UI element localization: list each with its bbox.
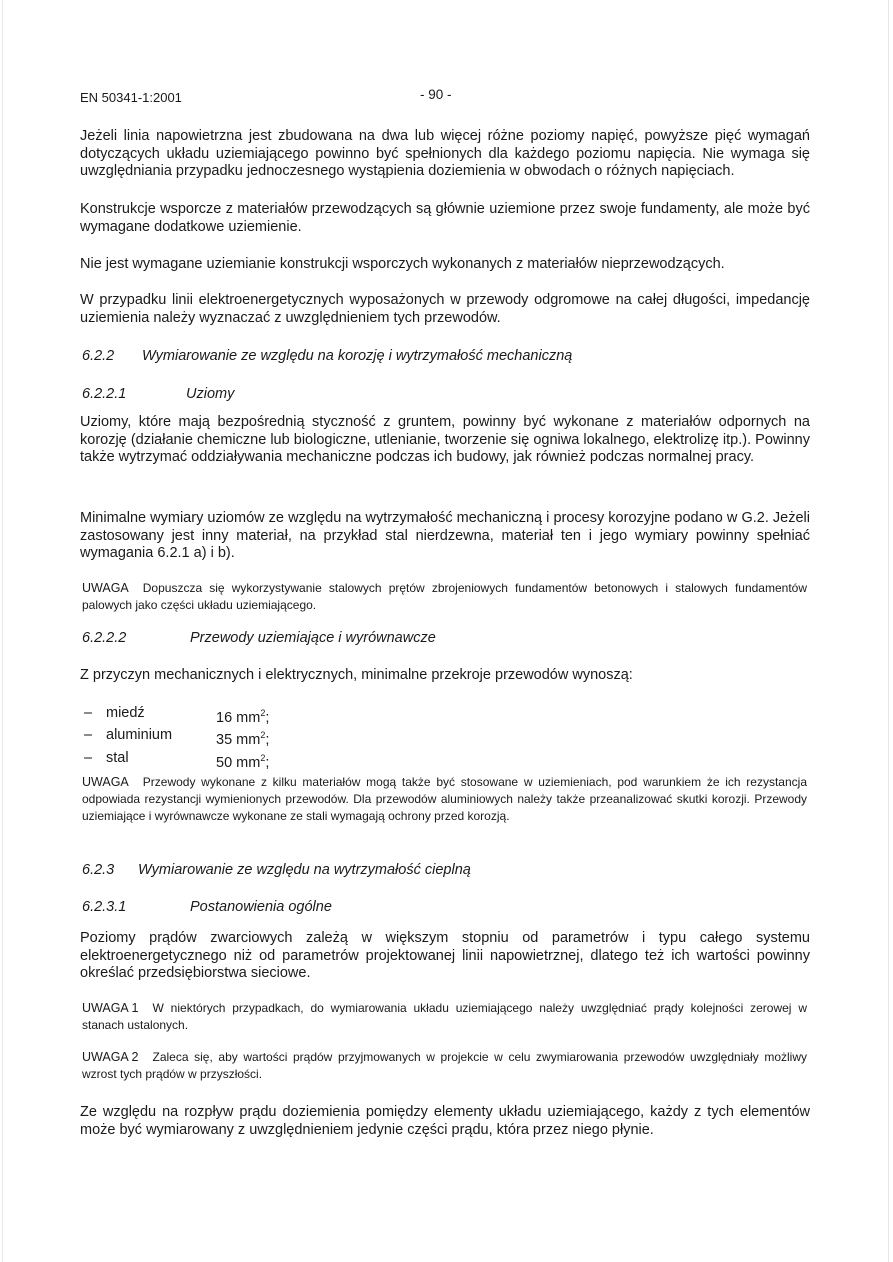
heading-title: Wymiarowanie ze względu na korozję i wytrzymałość mechaniczną <box>142 348 573 364</box>
note-future-growth <box>82 1049 807 1083</box>
heading-number: 6.2.2.2 <box>82 630 127 646</box>
note-text: Dopuszcza się wykorzystywanie stalowych prętów zbrojeniowych fundamentów betonowych i stalowych fundamentów palowych jako części układu uziemiającego. <box>82 581 807 612</box>
list-item: – stal 50 $mm^2$; <box>84 749 270 771</box>
heading-number: 6.2.3 <box>82 862 115 878</box>
heading-6-2-3-1 <box>82 899 332 915</box>
heading-6-2-2-2 <box>82 630 436 646</box>
material-value: 16 $mm^2$; <box>216 708 270 726</box>
material-value: 50 $mm^2$; <box>216 752 270 771</box>
note-rebar <box>82 580 807 614</box>
note-label: UWAGA <box>82 581 129 595</box>
note-text: Przewody wykonane z kilku materiałów mogą także być stosowane w uziemieniach, pod warunkiem że ich rezystancja odpowiada rezystancji wymienionych przewodów. Dla przewodów aluminiowych należy także przeanalizować skutki korozji. Przewody uziemiające i wyrównawcze wykonane ze stali wymagają ochrony przed korozją. <box>82 775 807 823</box>
heading-title: Przewody uziemiające i wyrównawcze <box>190 630 436 646</box>
paragraph-earth-wires: W przypadku linii elektroenergetycznych wyposażonych w przewody odgromowe na całej długości, impedancję uziemienia należy wyznaczać z uwzględnieniem tych przewodów. <box>80 292 810 326</box>
paragraph-supports-grounding: Konstrukcje wsporcze z materiałów przewodzących są głównie uziemione przez swoje fundamenty, ale może być wymagane dodatkowe uziemienie. <box>80 201 810 235</box>
note-label: UWAGA 2 <box>82 1050 139 1064</box>
material-name: aluminium <box>106 727 173 744</box>
heading-number: 6.2.2.1 <box>82 386 127 402</box>
heading-6-2-2-1 <box>82 386 234 402</box>
note-label: UWAGA 1 <box>82 1001 139 1015</box>
note-text: W niektórych przypadkach, do wymiarowania układu uziemiającego należy uwzględniać prądy kolejności zerowej w stanach ustalonych. <box>82 1001 807 1032</box>
heading-6-2-2 <box>82 348 572 364</box>
heading-number: 6.2.2 <box>82 348 115 364</box>
heading-title: Wymiarowanie ze względu na wytrzymałość cieplną <box>138 862 471 878</box>
paragraph-nonconductive: Nie jest wymagane uziemianie konstrukcji wsporczych wykonanych z materiałów nieprzewodzących. <box>80 256 725 272</box>
list-item: – aluminium 35 $mm^2$; <box>84 727 270 749</box>
paragraph-earth-electrodes: Uziomy, które mają bezpośrednią styczność z gruntem, powinny być wykonane z materiałów odpornych na korozję (działanie chemiczne lub biologiczne, utlenianie, tworzenie się ogniwa lokalnego, elektrolizę itp.). Powinny także wytrzymać oddziaływania mechaniczne podczas ich budowy, jak również podczas normalnej pracy. <box>80 414 810 465</box>
note-zero-sequence <box>82 1000 807 1034</box>
material-name: stal <box>106 749 129 766</box>
paragraph-minimum-dimensions: Minimalne wymiary uziomów ze względu na wytrzymałość mechaniczną i procesy korozyjne podano w G.2. Jeżeli zastosowany jest inny materiał, na przykład stal nierdzewna, materiał ten i jego wymiary powinny spełniać wymagania 6.2.1 a) i b). <box>80 510 810 561</box>
material-name: miedź <box>106 705 145 721</box>
heading-6-2-3 <box>82 862 471 878</box>
paragraph-min-cross-sections: Z przyczyn mechanicznych i elektrycznych, minimalne przekroje przewodów wynoszą: <box>80 667 633 683</box>
page-number: - 90 - <box>420 87 452 102</box>
materials-list <box>84 705 269 772</box>
list-item: – miedź 16 $mm^2$; <box>84 705 270 726</box>
paragraph-current-distribution: Ze względu na rozpływ prądu doziemienia pomiędzy elementy układu uziemiającego, każdy z tych elementów może być wymiarowany z uwzględnieniem jedynie części prądu, która przez niego płynie. <box>80 1104 810 1138</box>
heading-title: Postanowienia ogólne <box>190 899 332 915</box>
note-label: UWAGA <box>82 775 129 789</box>
paragraph-voltage-levels: Jeżeli linia napowietrzna jest zbudowana na dwa lub więcej różne poziomy napięć, powyższe pięć wymagań dotyczących układu uziemiającego powinno być spełnionych dla każdego poziomu napięcia. Nie wymaga się uwzględniania przypadku jednoczesnego wystąpienia doziemienia w obwodach o różnych napięciach. <box>80 128 810 179</box>
note-text: Zaleca się, aby wartości prądów przyjmowanych w projekcie w celu zwymiarowania przewodów uwzględniały możliwy wzrost tych prądów w przyszłości. <box>82 1050 807 1081</box>
paragraph-fault-currents: Poziomy prądów zwarciowych zależą w większym stopniu od parametrów i typu całego systemu elektroenergetycznego niż od parametrów projektowanej linii napowietrznej, dlatego też ich wartości powinny określać przedsiębiorstwa sieciowe. <box>80 930 810 981</box>
heading-title: Uziomy <box>186 386 235 402</box>
standard-number: EN 50341-1:2001 <box>80 90 182 105</box>
heading-number: 6.2.3.1 <box>82 899 127 915</box>
note-multi-material-conductors <box>82 774 807 825</box>
scan-edge-right <box>888 0 889 1262</box>
scan-edge-left <box>2 0 3 1262</box>
material-value: 35 $mm^2$; <box>216 730 270 749</box>
